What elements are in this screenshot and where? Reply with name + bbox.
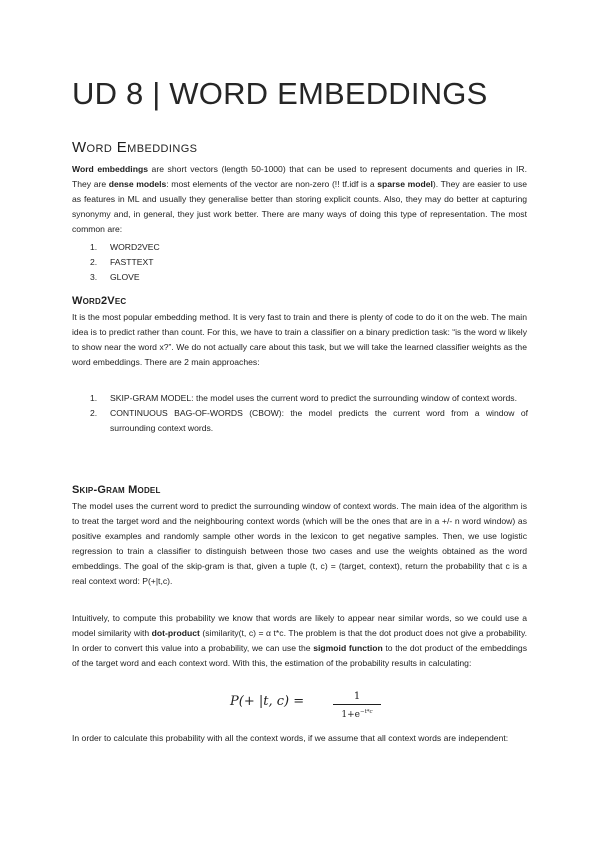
formula-numerator: 1	[353, 691, 361, 702]
sigmoid-formula	[230, 690, 430, 724]
formula-fraction	[333, 690, 381, 721]
p2-text-1: Intuitively, to compute this probability we know that words are likely to appear near similar words, so we could use a model similarity with	[72, 613, 527, 638]
intro-text-3: ). They are easier to use as features in ML and usually they generalise better than storing explicit counts. Also, they may do better at capturing synonymy and, in general, they just work better. There are many ways of doing this type of representation. The most common are:	[72, 179, 528, 234]
skipgram-paragraph-2	[72, 611, 527, 671]
list-item	[90, 406, 528, 436]
fraction-bar	[333, 704, 381, 705]
section-heading-word2vec: Word2Vec	[72, 295, 127, 307]
term-dot-product: dot-product	[151, 628, 200, 638]
section-heading-word-embeddings: Word Embeddings	[72, 139, 198, 156]
denominator-exponent: −t*c	[359, 709, 373, 715]
methods-list	[90, 240, 530, 285]
skipgram-paragraph-1: The model uses the current word to predict the surrounding window of context words. The main idea of the algorithm is to treat the target word and the neighbouring context words (which will be the ones that are in a +/- n word window) as positive examples and randomly sample other words in the lexicon to get negative samples. Then, we use logistic regression to train a classifier to distinguish between those two cases and use the weights obtained as the word embeddings. The goal of the skip-gram is that, given a tuple (t, c) = (target, context), return the probability that c is a real context word: P(+|t,c).	[72, 501, 527, 586]
intro-text-2: : most elements of the vector are non-zero (!! tf.idf is a	[166, 179, 378, 189]
skipgram-paragraph-3: In order to calculate this probability with all the context words, if we assume that all context words are independent:	[72, 733, 509, 743]
list-number: 1.	[90, 393, 98, 403]
page-title: UD 8 | WORD EMBEDDINGS	[72, 76, 488, 111]
list-item	[90, 255, 530, 270]
list-item	[90, 240, 530, 255]
list-number: 2.	[90, 257, 98, 267]
term-sigmoid-function: sigmoid function	[313, 643, 383, 653]
list-item	[90, 391, 528, 406]
intro-text-1: are short vectors (length 50-1000) that can be used to represent documents and queries in IR. They are	[72, 164, 527, 189]
term-word-embeddings: Word embeddings	[72, 164, 148, 174]
list-item	[90, 270, 530, 285]
list-number: 1.	[90, 242, 98, 252]
term-dense-models: dense models	[108, 179, 167, 189]
list-item-label: GLOVE	[110, 272, 140, 282]
word2vec-paragraph: It is the most popular embedding method. It is very fast to train and there is plenty of code to do it on the web. The main idea is to predict rather than count. For this, we have to train a classifier on a binary prediction task: “is the word w likely to show near the word x?”. We do not actually care about this task, but we will take the learned classifier weights as the word embeddings. There are 2 main approaches:	[72, 312, 527, 367]
list-number: 2.	[90, 408, 98, 418]
approaches-list	[90, 391, 528, 436]
p2-text-2: (similarity(t, c) = α t*c. The problem is that the dot product does not give a probability. In order to convert this value into a probability, we can use the	[72, 628, 527, 653]
list-item-label: FASTTEXT	[110, 257, 154, 267]
denominator-base: 1+e	[341, 710, 360, 720]
term-sparse-model: sparse model	[377, 179, 433, 189]
formula-denominator	[333, 706, 381, 721]
p2-text-3: to the dot product of the embeddings of the target word and each context word. With this, the estimation of the probability results in calculating:	[72, 643, 528, 668]
section-heading-skip-gram: Skip-Gram Model	[72, 484, 161, 496]
list-item-label: WORD2VEC	[110, 242, 160, 252]
list-number: 3.	[90, 272, 98, 282]
formula-lhs: P(+ |t, c) =	[230, 694, 305, 709]
list-item-label: SKIP-GRAM MODEL: the model uses the current word to predict the surrounding window of context words.	[110, 393, 517, 403]
intro-paragraph	[72, 162, 527, 237]
list-item-label: CONTINUOUS BAG-OF-WORDS (CBOW): the model predicts the current word from a window of surrounding context words.	[110, 408, 528, 433]
